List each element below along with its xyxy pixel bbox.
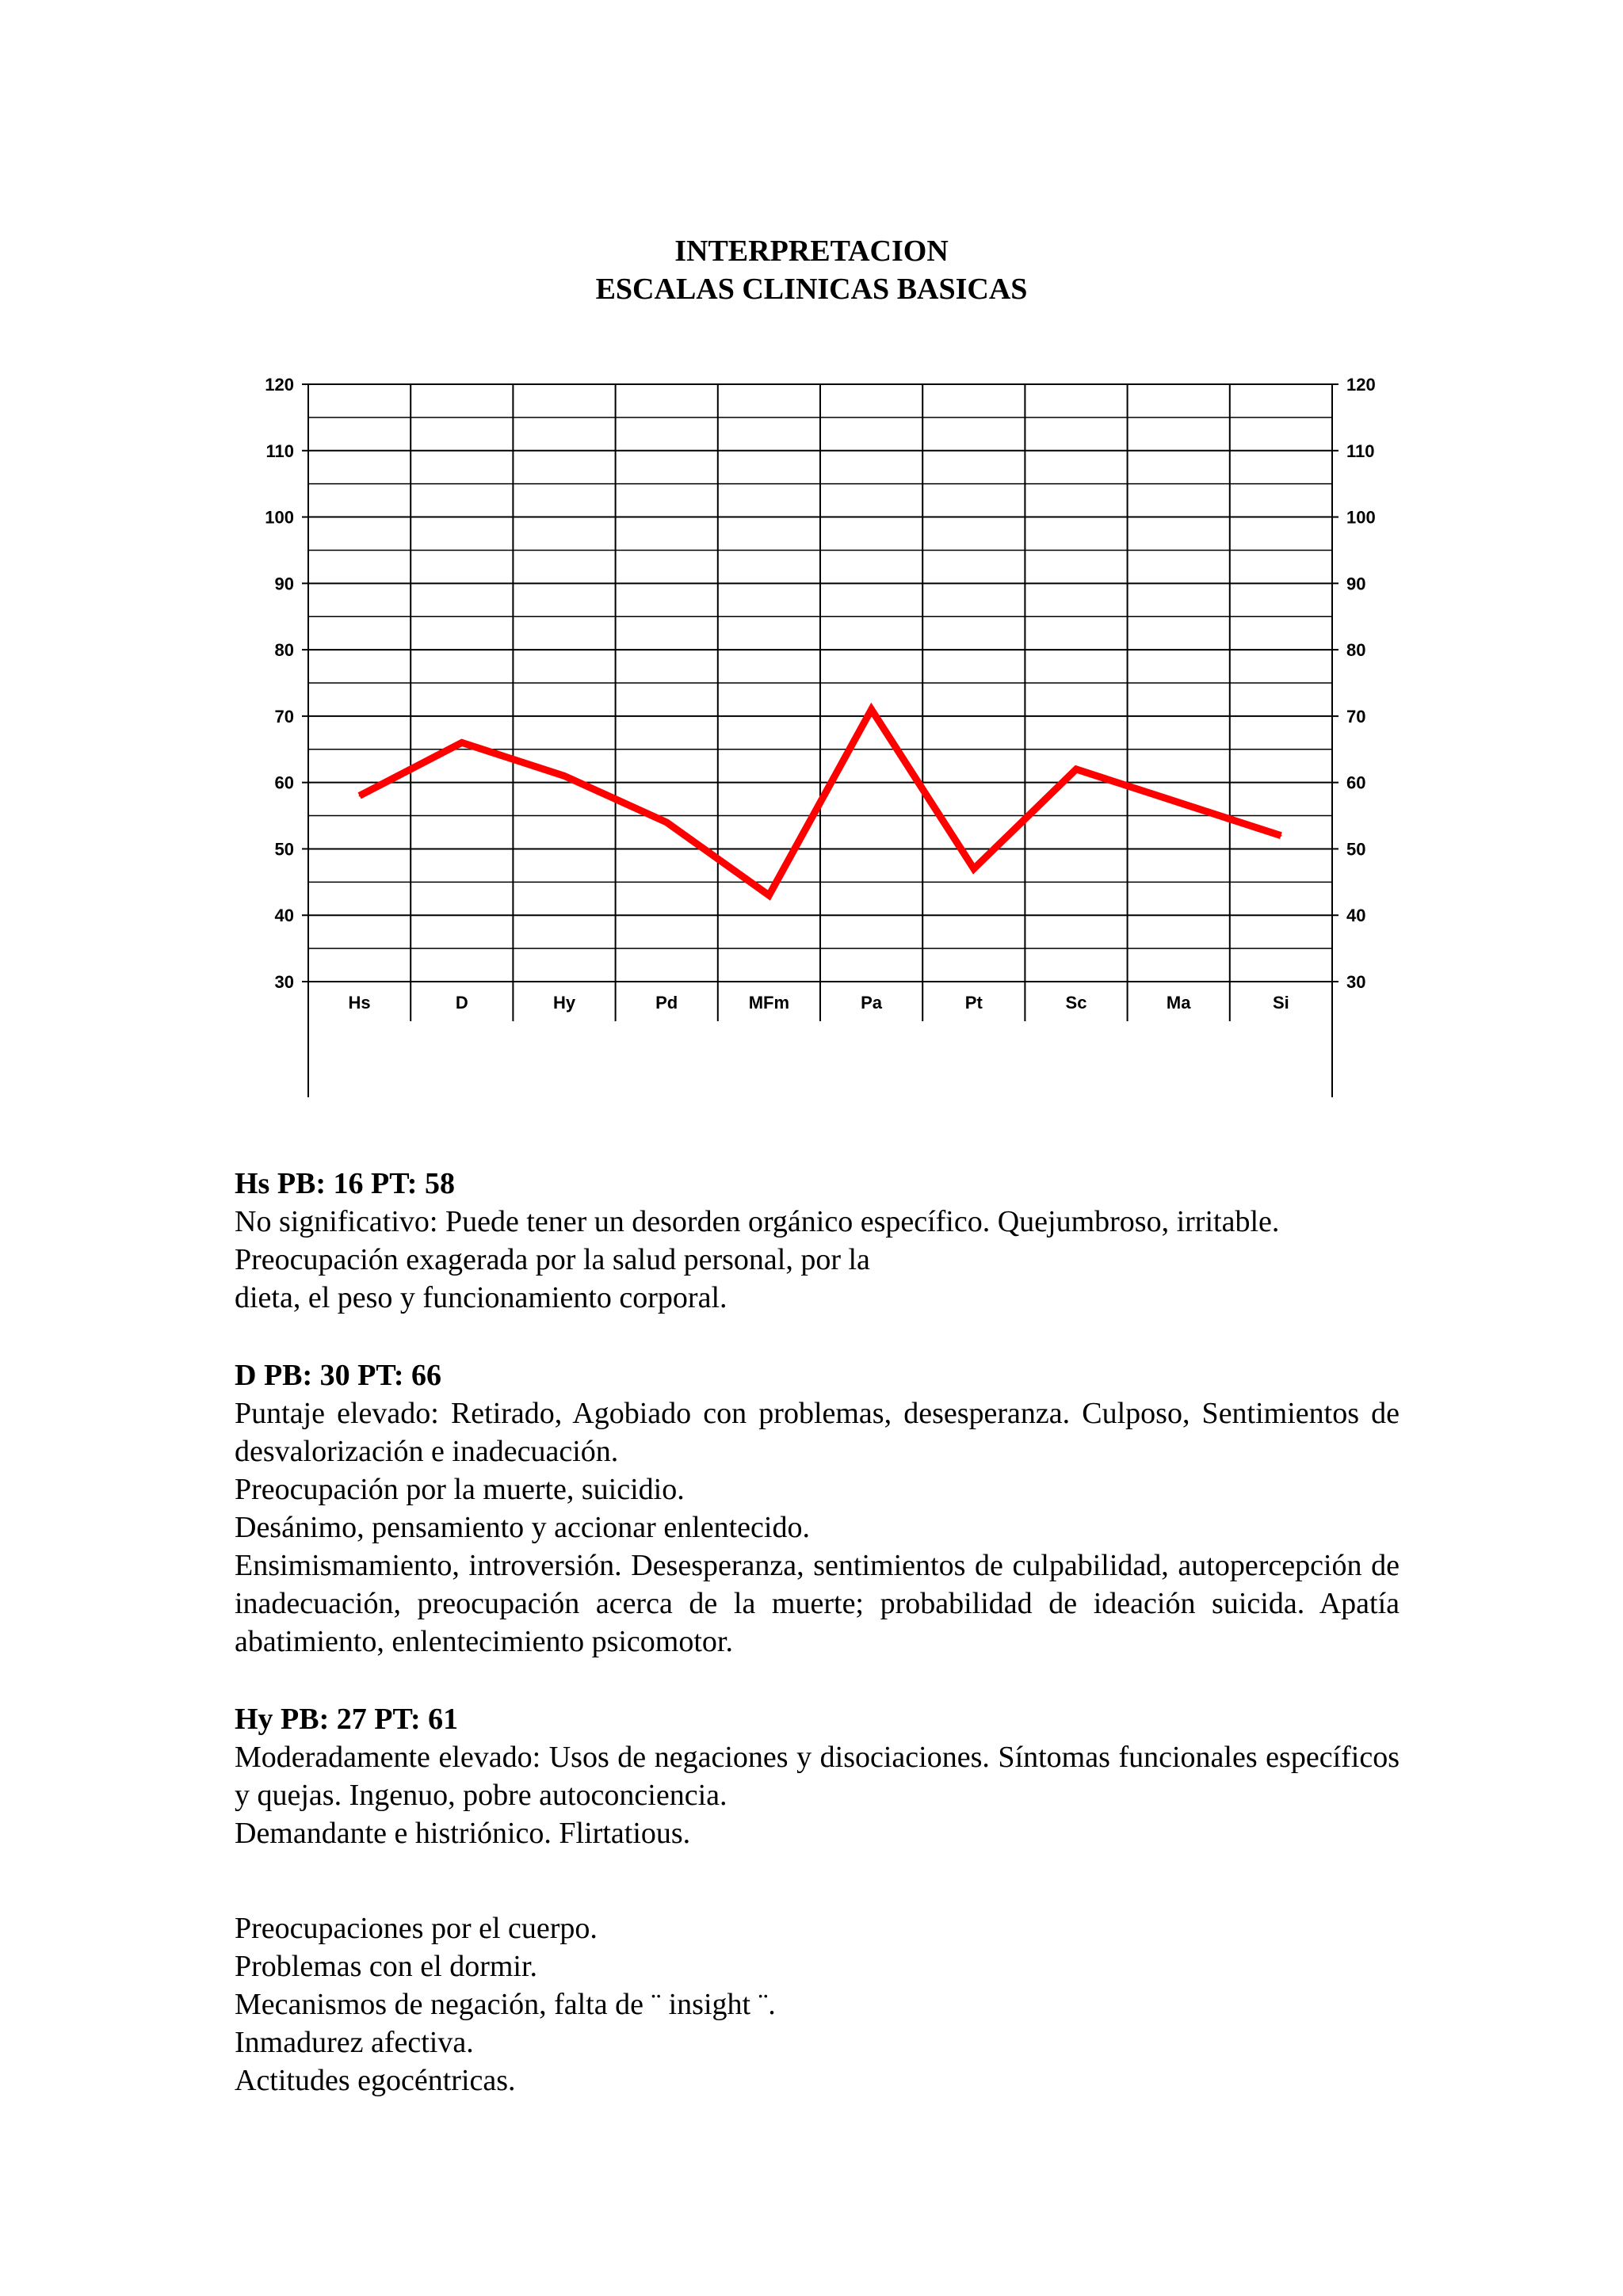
data-point: [1280, 835, 1281, 837]
x-category-label: Pd: [655, 993, 678, 1013]
x-category-label: Sc: [1065, 993, 1087, 1013]
y-tick-label-left: 90: [274, 574, 294, 594]
section-extra-line: Problemas con el dormir.: [235, 1950, 538, 1983]
section-hs-line: No significativo: Puede tener un desorden orgánico específico. Quejumbroso, irritable.: [235, 1205, 1280, 1238]
page-subtitle: ESCALAS CLINICAS BASICAS: [595, 273, 1028, 306]
x-category-label: D: [455, 993, 468, 1013]
x-category-label: Pa: [861, 993, 883, 1013]
y-tick-label-right: 30: [1346, 972, 1366, 992]
section-d-paragraph: Ensimismamiento, introversión. Desesperanza, sentimientos de culpabilidad, autopercepción de inadecuación, preocupación acerca de la muerte; probabilidad de ideación suicida. Apatía abatimiento, enlentecimiento psicomotor.: [235, 1549, 1400, 1658]
data-point: [359, 795, 361, 796]
section-hs-heading: Hs PB: 16 PT: 58: [235, 1167, 455, 1200]
x-category-label: Ma: [1166, 993, 1191, 1013]
data-point: [973, 868, 975, 870]
y-tick-label-left: 40: [274, 906, 294, 926]
section-extra: [235, 1909, 1400, 2100]
x-category-label: Hs: [348, 993, 371, 1013]
y-tick-label-right: 80: [1346, 640, 1366, 661]
y-tick-label-left: 30: [274, 972, 294, 992]
section-hy-line: Demandante e histriónico. Flirtatious.: [235, 1817, 691, 1850]
y-tick-label-left: 80: [274, 640, 294, 661]
x-category-label: Hy: [552, 993, 576, 1013]
section-d-line: Desánimo, pensamiento y accionar enlentecido.: [235, 1511, 810, 1544]
section-d-line: Preocupación por la muerte, suicidio.: [235, 1473, 685, 1506]
section-hy-heading: Hy PB: 27 PT: 61: [235, 1703, 459, 1736]
data-point: [871, 709, 873, 711]
data-point: [666, 822, 667, 823]
section-d-heading: D PB: 30 PT: 66: [235, 1359, 442, 1392]
section-d-paragraph: Puntaje elevado: Retirado, Agobiado con problemas, desesperanza. Culposo, Sentimientos de desvalorización e inadecuación.: [235, 1397, 1400, 1468]
x-category-label: Pt: [964, 993, 983, 1013]
section-hs-line: Preocupación exagerada por la salud personal, por la: [235, 1243, 870, 1276]
y-tick-label-left: 110: [265, 441, 294, 461]
y-tick-label-right: 70: [1346, 706, 1366, 727]
y-tick-label-right: 50: [1346, 839, 1366, 860]
section-extra-line: Inmadurez afectiva.: [235, 2026, 474, 2059]
section-extra-line: Actitudes egocéntricas.: [235, 2064, 516, 2097]
y-tick-label-left: 60: [274, 772, 294, 793]
data-point: [1075, 769, 1077, 770]
data-point: [563, 775, 565, 776]
page-title: INTERPRETACION: [674, 235, 949, 268]
section-d: [235, 1356, 1400, 1661]
clinical-scales-chart: [238, 360, 1376, 1105]
y-tick-label-right: 100: [1346, 507, 1376, 528]
y-tick-label-left: 120: [265, 375, 294, 395]
y-tick-label-right: 60: [1346, 772, 1366, 793]
x-category-label: Si: [1273, 993, 1289, 1013]
y-tick-label-right: 110: [1346, 441, 1375, 461]
section-extra-line: Mecanismos de negación, falta de ¨ insight ¨.: [235, 1988, 776, 2021]
section-hs-line: dieta, el peso y funcionamiento corporal.: [235, 1281, 727, 1314]
y-tick-label-right: 90: [1346, 574, 1366, 594]
section-hy: [235, 1700, 1400, 1852]
y-tick-label-left: 100: [265, 507, 294, 528]
data-point: [768, 894, 769, 896]
data-point: [461, 742, 463, 743]
y-tick-label-left: 70: [274, 706, 294, 727]
section-hy-paragraph: Moderadamente elevado: Usos de negaciones y disociaciones. Síntomas funcionales específicos y quejas. Ingenuo, pobre autoconciencia.: [235, 1741, 1400, 1812]
section-extra-line: Preocupaciones por el cuerpo.: [235, 1912, 598, 1945]
y-tick-label-right: 40: [1346, 906, 1366, 926]
section-hs: [235, 1165, 1400, 1317]
y-tick-label-right: 120: [1346, 375, 1376, 395]
x-category-label: MFm: [748, 993, 790, 1013]
data-point: [1178, 802, 1179, 803]
y-tick-label-left: 50: [274, 839, 294, 860]
